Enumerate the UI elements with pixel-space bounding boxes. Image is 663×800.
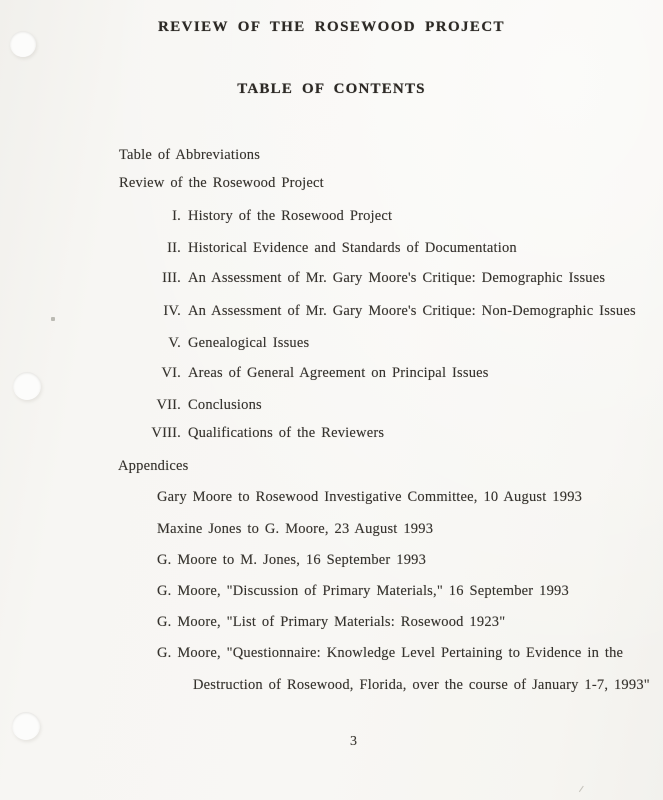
chapter-title: Historical Evidence and Standards of Documentation [188, 240, 517, 256]
page-number: 3 [350, 734, 357, 749]
appendix-entry-4: G. Moore, "Discussion of Primary Materials," 16 September 1993 [157, 583, 569, 599]
chapter-title: An Assessment of Mr. Gary Moore's Critique: Non-Demographic Issues [188, 303, 636, 319]
toc-chapter-6 [120, 365, 489, 382]
chapter-numeral: III. [162, 270, 181, 286]
chapter-numeral: IV. [163, 303, 181, 319]
appendix-entry-1: Gary Moore to Rosewood Investigative Committee, 10 August 1993 [157, 489, 583, 505]
chapter-numeral: V. [168, 335, 181, 351]
toc-chapter-5 [120, 335, 309, 352]
chapter-numeral: I. [172, 208, 181, 224]
appendix-entry-2: Maxine Jones to G. Moore, 23 August 1993 [157, 521, 434, 537]
appendix-entry-5: G. Moore, "List of Primary Materials: Rosewood 1923" [157, 614, 506, 630]
toc-section-abbreviations: Table of Abbreviations [119, 147, 261, 163]
toc-chapter-1 [120, 208, 392, 225]
chapter-title: Qualifications of the Reviewers [188, 425, 385, 441]
chapter-numeral: VI. [161, 365, 181, 381]
chapter-title: Conclusions [188, 397, 262, 413]
toc-chapter-7 [120, 397, 262, 414]
chapter-numeral: VIII. [151, 425, 181, 441]
chapter-numeral: II. [167, 240, 181, 256]
toc-section-appendices: Appendices [118, 458, 189, 474]
appendix-entry-6: G. Moore, "Questionnaire: Knowledge Level Pertaining to Evidence in the [157, 645, 624, 661]
chapter-title: History of the Rosewood Project [188, 208, 393, 224]
appendix-entry-6-continuation: Destruction of Rosewood, Florida, over the course of January 1-7, 1993" [193, 677, 650, 693]
chapter-title: An Assessment of Mr. Gary Moore's Critique: Demographic Issues [188, 270, 606, 286]
toc-heading: TABLE OF CONTENTS [237, 81, 426, 97]
scan-corner-mark [579, 786, 591, 797]
toc-chapter-2 [120, 240, 517, 257]
toc-chapter-4 [120, 303, 636, 320]
scan-speck [51, 317, 55, 321]
hole-punch-middle [13, 372, 41, 400]
toc-section-review: Review of the Rosewood Project [119, 175, 324, 191]
chapter-title: Genealogical Issues [188, 335, 310, 351]
chapter-title: Areas of General Agreement on Principal Issues [188, 365, 489, 381]
chapter-numeral: VII. [156, 397, 181, 413]
appendix-entry-3: G. Moore to M. Jones, 16 September 1993 [157, 552, 427, 568]
hole-punch-bottom [12, 712, 40, 740]
toc-chapter-8 [120, 425, 384, 442]
page-title: REVIEW OF THE ROSEWOOD PROJECT [158, 19, 505, 35]
toc-chapter-3 [120, 270, 605, 287]
